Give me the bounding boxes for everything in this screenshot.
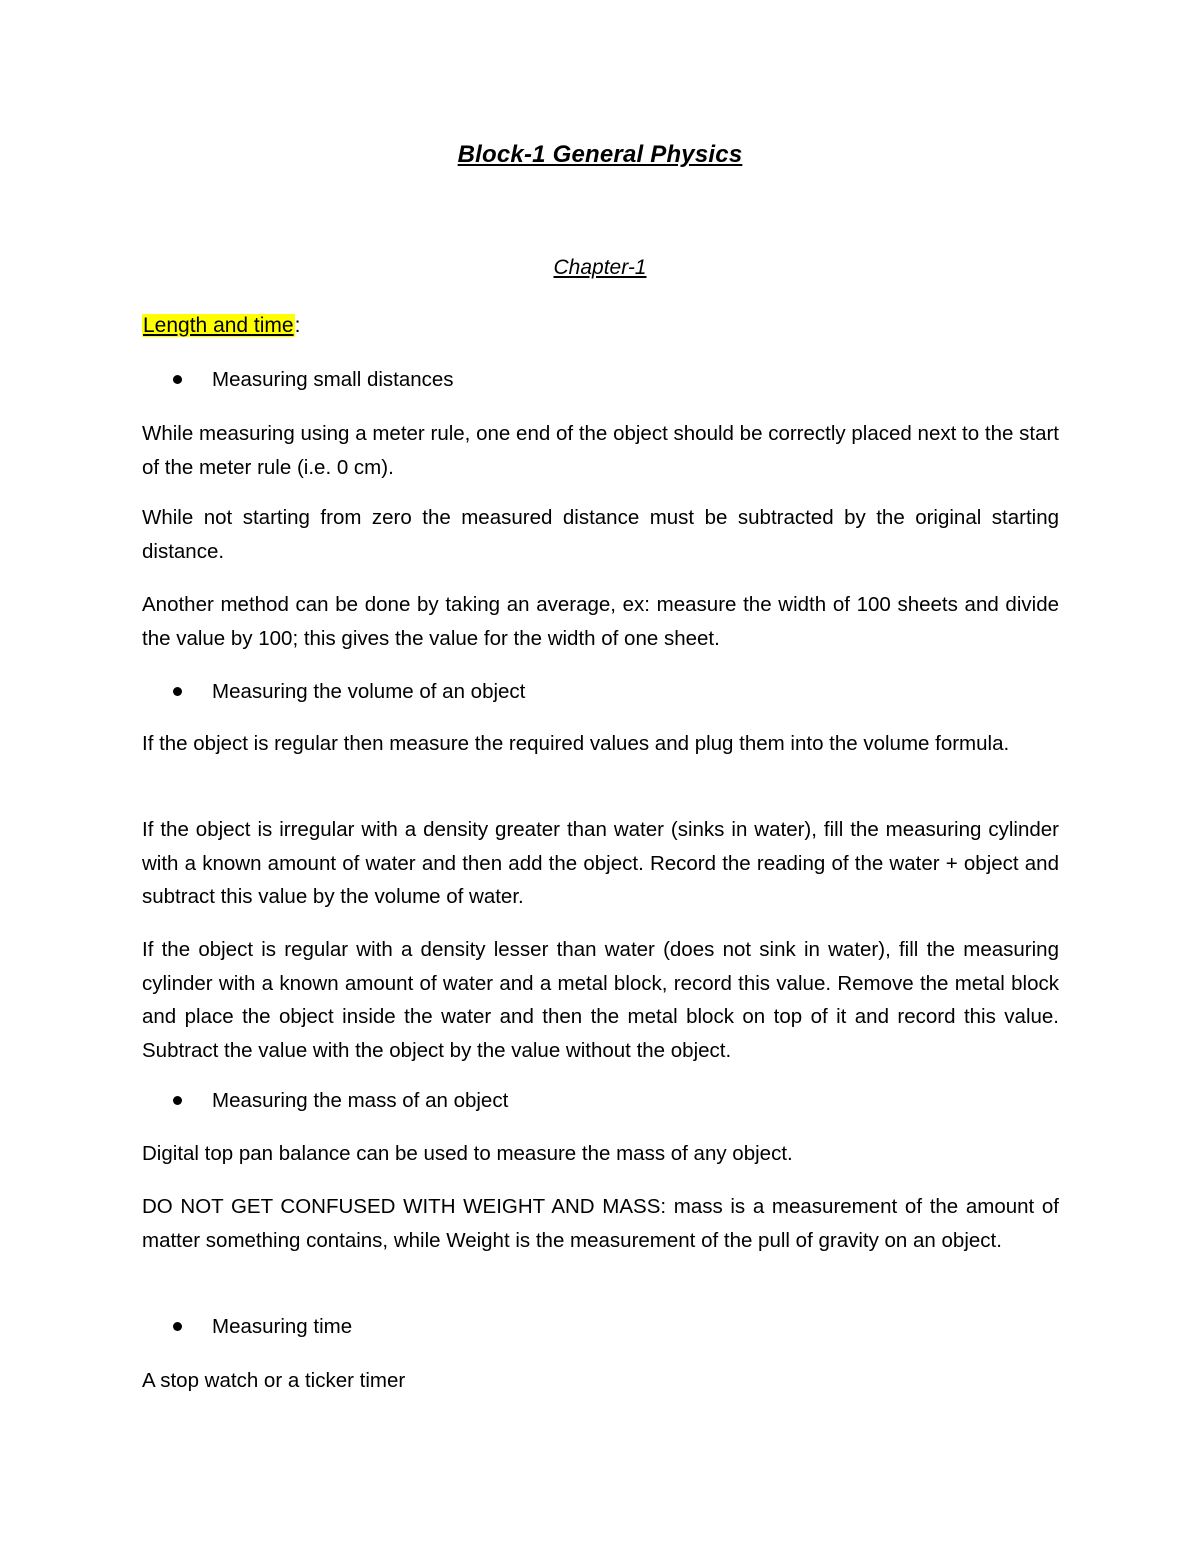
paragraph-regular-object: If the object is regular then measure the required values and plug them into the volume formula. (142, 732, 1010, 755)
paragraph-average: Another method can be done by taking an average, ex: measure the width of 100 sheets and divide the value by 100; this gives the value for the width of one sheet. (142, 593, 1059, 650)
paragraph-irregular-sinks: If the object is irregular with a density greater than water (sinks in water), fill the measuring cylinder with a known amount of water and then add the object. Record the reading of the water + object and subtract this value by the volume of water. (142, 818, 1059, 908)
document-title: Block-1 General Physics (457, 141, 743, 168)
bullet-label: Measuring time (212, 1315, 353, 1338)
bullet-label: Measuring small distances (212, 368, 454, 391)
highlighted-heading-text: Length and time (143, 314, 294, 337)
bullet-icon (173, 375, 182, 384)
paragraph-meter-rule: While measuring using a meter rule, one end of the object should be correctly placed next to the start of the meter rule (i.e. 0 cm). (142, 422, 1059, 479)
bullet-label: Measuring the mass of an object (212, 1089, 509, 1112)
bullet-label: Measuring the volume of an object (212, 680, 526, 703)
paragraph-stopwatch: A stop watch or a ticker timer (142, 1369, 406, 1392)
section-heading (142, 309, 300, 342)
paragraph-balance: Digital top pan balance can be used to measure the mass of any object. (142, 1142, 793, 1165)
chapter-heading: Chapter-1 (553, 256, 647, 279)
bullet-icon (173, 1322, 182, 1331)
heading-colon: : (294, 314, 301, 337)
paragraph-not-zero: While not starting from zero the measured distance must be subtracted by the original starting distance. (142, 506, 1059, 563)
bullet-icon (173, 687, 182, 696)
paragraph-weight-mass: DO NOT GET CONFUSED WITH WEIGHT AND MASS: mass is a measurement of the amount of matter something contains, while Weight is the measurement of the pull of gravity on an object. (142, 1195, 1059, 1252)
bullet-icon (173, 1096, 182, 1105)
paragraph-regular-floats: If the object is regular with a density lesser than water (does not sink in water), fill the measuring cylinder with a known amount of water and a metal block, record this value. Remove the metal block and place the object inside the water and then the metal block on top of it and record this value. Subtract the value with the object by the value without the object. (142, 938, 1059, 1062)
